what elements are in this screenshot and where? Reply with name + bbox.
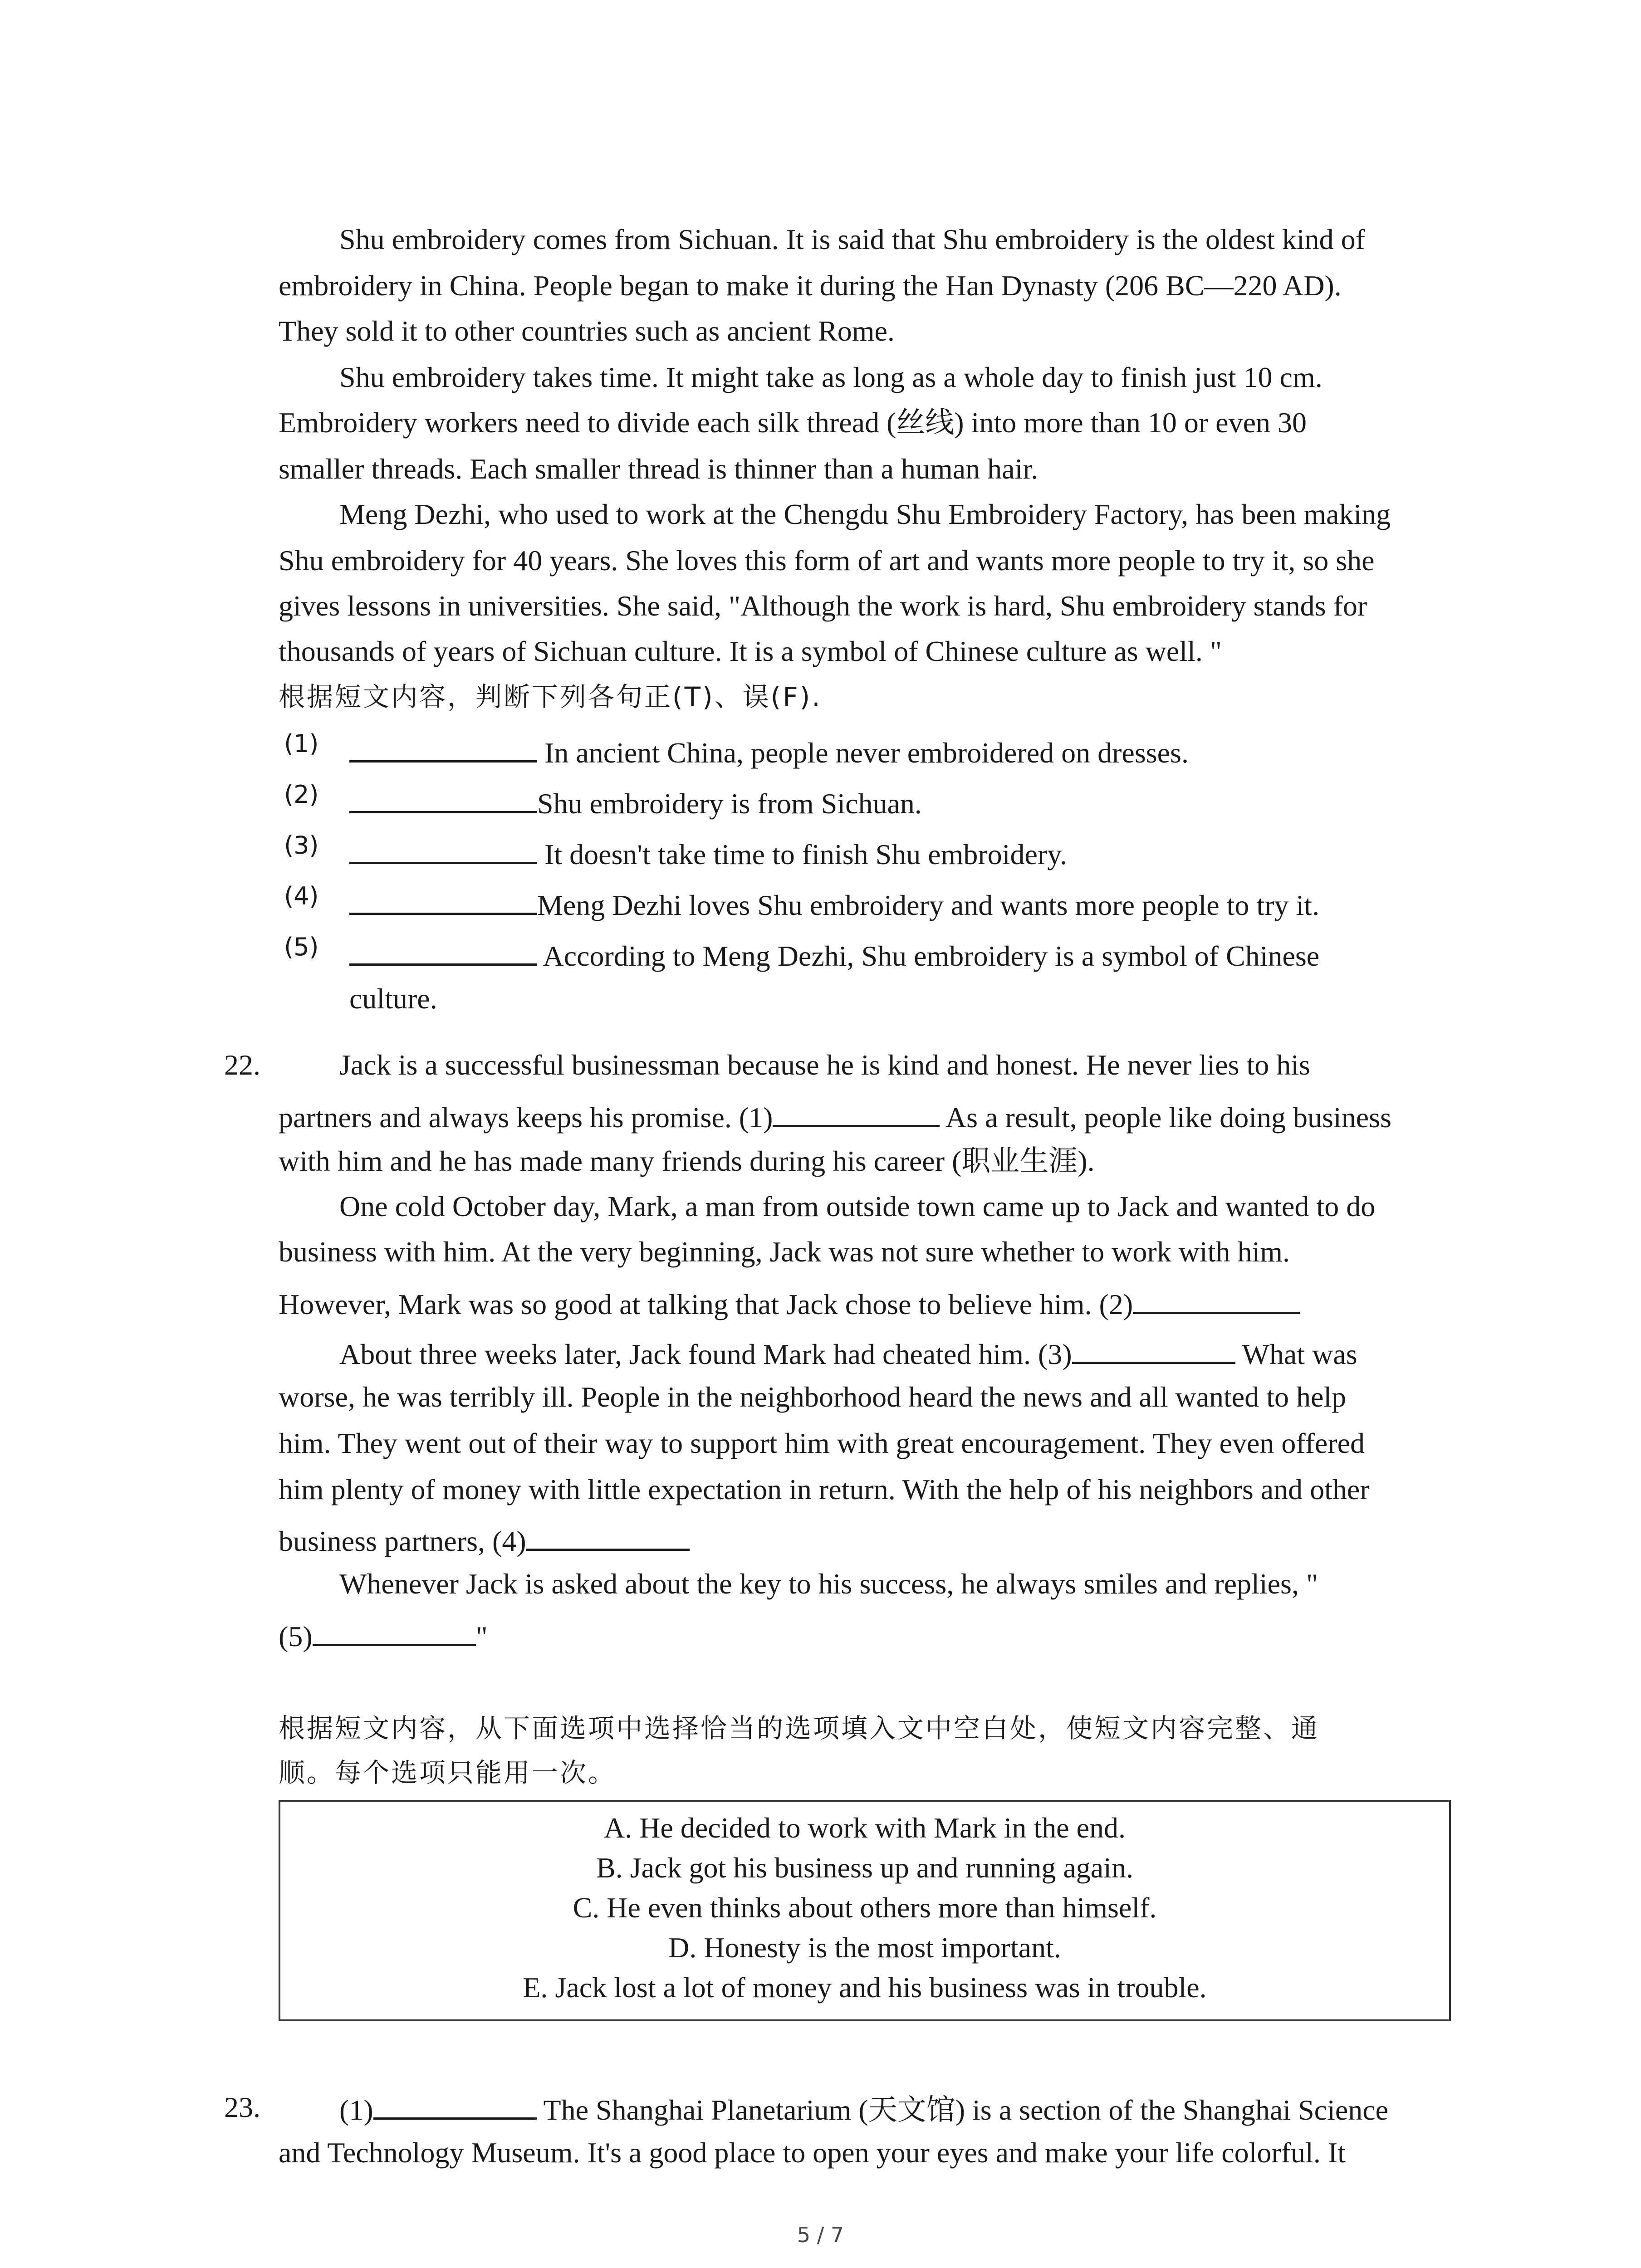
q22-options-box — [279, 1800, 1451, 2021]
q22-option-e: E. Jack lost a lot of money and his business was in trouble. — [523, 1971, 1207, 2004]
p21-para2-line2: Embroidery workers need to divide each silk thread (丝线) into more than 10 or even 30 — [279, 406, 1307, 439]
q22-para3-line5 — [279, 1520, 690, 1559]
p21-para2-line1: Shu embroidery takes time. It might take as long as a whole day to finish just 10 cm. — [339, 361, 1323, 393]
q22-blank-1[interactable] — [773, 1097, 940, 1127]
q23-line1-a: (1) — [339, 2094, 373, 2126]
tf-answer-blank-4[interactable] — [349, 885, 537, 915]
q22-instruction-line1: 根据短文内容，从下面选项中选择恰当的选项填入文中空白处，使短文内容完整、通 — [279, 1713, 1320, 1744]
q22-para3-line4: him plenty of money with little expectation in return. With the help of his neighbors and other — [279, 1473, 1370, 1505]
tf-item-4-text: Meng Dezhi loves Shu embroidery and wants more people to try it. — [537, 889, 1320, 921]
p21-instruction: 根据短文内容，判断下列各句正(T)、误(F). — [279, 681, 822, 712]
tf-item-5-text: According to Meng Dezhi, Shu embroidery is a symbol of Chinese — [537, 940, 1320, 972]
q22-blank-5[interactable] — [313, 1616, 476, 1646]
q22-option-c: C. He even thinks about others more than himself. — [573, 1892, 1157, 1924]
q22-option-a: A. He decided to work with Mark in the end. — [604, 1812, 1126, 1844]
tf-answer-blank-5[interactable] — [349, 935, 537, 966]
q22-para4-line1: Whenever Jack is asked about the key to his success, he always smiles and replies, " — [339, 1568, 1318, 1600]
q22-para4-line2-b: " — [475, 1620, 488, 1652]
q22-para1-line2-b: As a result, people like doing business — [940, 1101, 1391, 1134]
tf-item-2 — [349, 783, 922, 822]
q23-number: 23. — [224, 2091, 260, 2123]
q22-para1-line1: Jack is a successful businessman because he is kind and honest. He never lies to his — [339, 1049, 1310, 1081]
p21-para3-line3: gives lessons in universities. She said, "Although the work is hard, Shu embroidery stands for — [279, 590, 1367, 622]
tf-item-1-number: (1) — [284, 729, 319, 758]
tf-answer-blank-1[interactable] — [349, 732, 537, 763]
tf-answer-blank-3[interactable] — [349, 834, 537, 864]
q22-para2-line1: One cold October day, Mark, a man from outside town came up to Jack and wanted to do — [339, 1190, 1376, 1222]
q22-number: 22. — [224, 1049, 260, 1081]
q23-blank-1[interactable] — [373, 2089, 537, 2120]
tf-item-1 — [349, 732, 1189, 771]
p21-para2-line3: smaller threads. Each smaller thread is thinner than a human hair. — [279, 453, 1038, 485]
p21-para3-line4: thousands of years of Sichuan culture. It is a symbol of Chinese culture as well. " — [279, 635, 1222, 667]
tf-item-5-continuation: culture. — [349, 982, 437, 1015]
q22-option-d: D. Honesty is the most important. — [668, 1931, 1061, 1964]
q22-instruction-line2: 顺。每个选项只能用一次。 — [279, 1757, 617, 1788]
tf-item-5 — [349, 935, 1319, 974]
q22-option-b: B. Jack got his business up and running again. — [596, 1852, 1133, 1884]
q22-para4-line2 — [279, 1616, 488, 1655]
q22-para1-line3: with him and he has made many friends during his career (职业生涯). — [279, 1145, 1095, 1177]
page-number: 5 / 7 — [797, 2223, 844, 2247]
q22-para2-line3 — [279, 1284, 1300, 1323]
q22-blank-2[interactable] — [1133, 1284, 1300, 1314]
q22-para4-line2-a: (5) — [279, 1620, 313, 1652]
p21-para1-line3: They sold it to other countries such as ancient Rome. — [279, 315, 895, 347]
tf-item-2-number: (2) — [284, 780, 319, 809]
q22-para3-line5-a: business partners, (4) — [279, 1525, 526, 1557]
p21-para3-line1: Meng Dezhi, who used to work at the Chengdu Shu Embroidery Factory, has been making — [339, 498, 1391, 530]
tf-item-3-text: It doesn't take time to finish Shu embroidery. — [537, 838, 1068, 870]
tf-item-4 — [349, 885, 1319, 924]
q22-blank-4[interactable] — [526, 1520, 690, 1551]
tf-item-4-number: (4) — [284, 882, 319, 910]
q22-para2-line3-a: However, Mark was so good at talking that Jack chose to believe him. (2) — [279, 1288, 1133, 1320]
q22-para3-line1-b: What was — [1235, 1338, 1357, 1370]
tf-item-3-number: (3) — [284, 831, 319, 860]
tf-item-3 — [349, 834, 1067, 873]
p21-para1-line2: embroidery in China. People began to make it during the Han Dynasty (206 BC—220 AD). — [279, 269, 1342, 302]
p21-para3-line2: Shu embroidery for 40 years. She loves this form of art and wants more people to try it, so she — [279, 544, 1375, 577]
tf-item-5-number: (5) — [284, 933, 319, 961]
q23-line1-b: The Shanghai Planetarium (天文馆) is a section of the Shanghai Science — [536, 2094, 1389, 2126]
tf-answer-blank-2[interactable] — [349, 783, 537, 813]
q22-para2-line2: business with him. At the very beginning, Jack was not sure whether to work with him. — [279, 1236, 1290, 1268]
q23-line1 — [339, 2089, 1388, 2128]
q23-line2: and Technology Museum. It's a good place to open your eyes and make your life colorful. It — [279, 2136, 1346, 2169]
q22-blank-3[interactable] — [1072, 1334, 1235, 1364]
q22-para3-line1 — [339, 1334, 1357, 1373]
tf-item-1-text: In ancient China, people never embroidered on dresses. — [537, 737, 1189, 769]
q22-para3-line3: him. They went out of their way to support him with great encouragement. They even offered — [279, 1427, 1365, 1459]
q22-para3-line1-a: About three weeks later, Jack found Mark had cheated him. (3) — [339, 1338, 1072, 1370]
tf-item-2-text: Shu embroidery is from Sichuan. — [537, 787, 922, 820]
p21-para1-line1: Shu embroidery comes from Sichuan. It is said that Shu embroidery is the oldest kind of — [339, 223, 1365, 255]
q22-para1-line2 — [279, 1097, 1391, 1136]
q22-para1-line2-a: partners and always keeps his promise. (1) — [279, 1101, 773, 1134]
q22-para3-line2: worse, he was terribly ill. People in the neighborhood heard the news and all wanted to help — [279, 1381, 1347, 1413]
